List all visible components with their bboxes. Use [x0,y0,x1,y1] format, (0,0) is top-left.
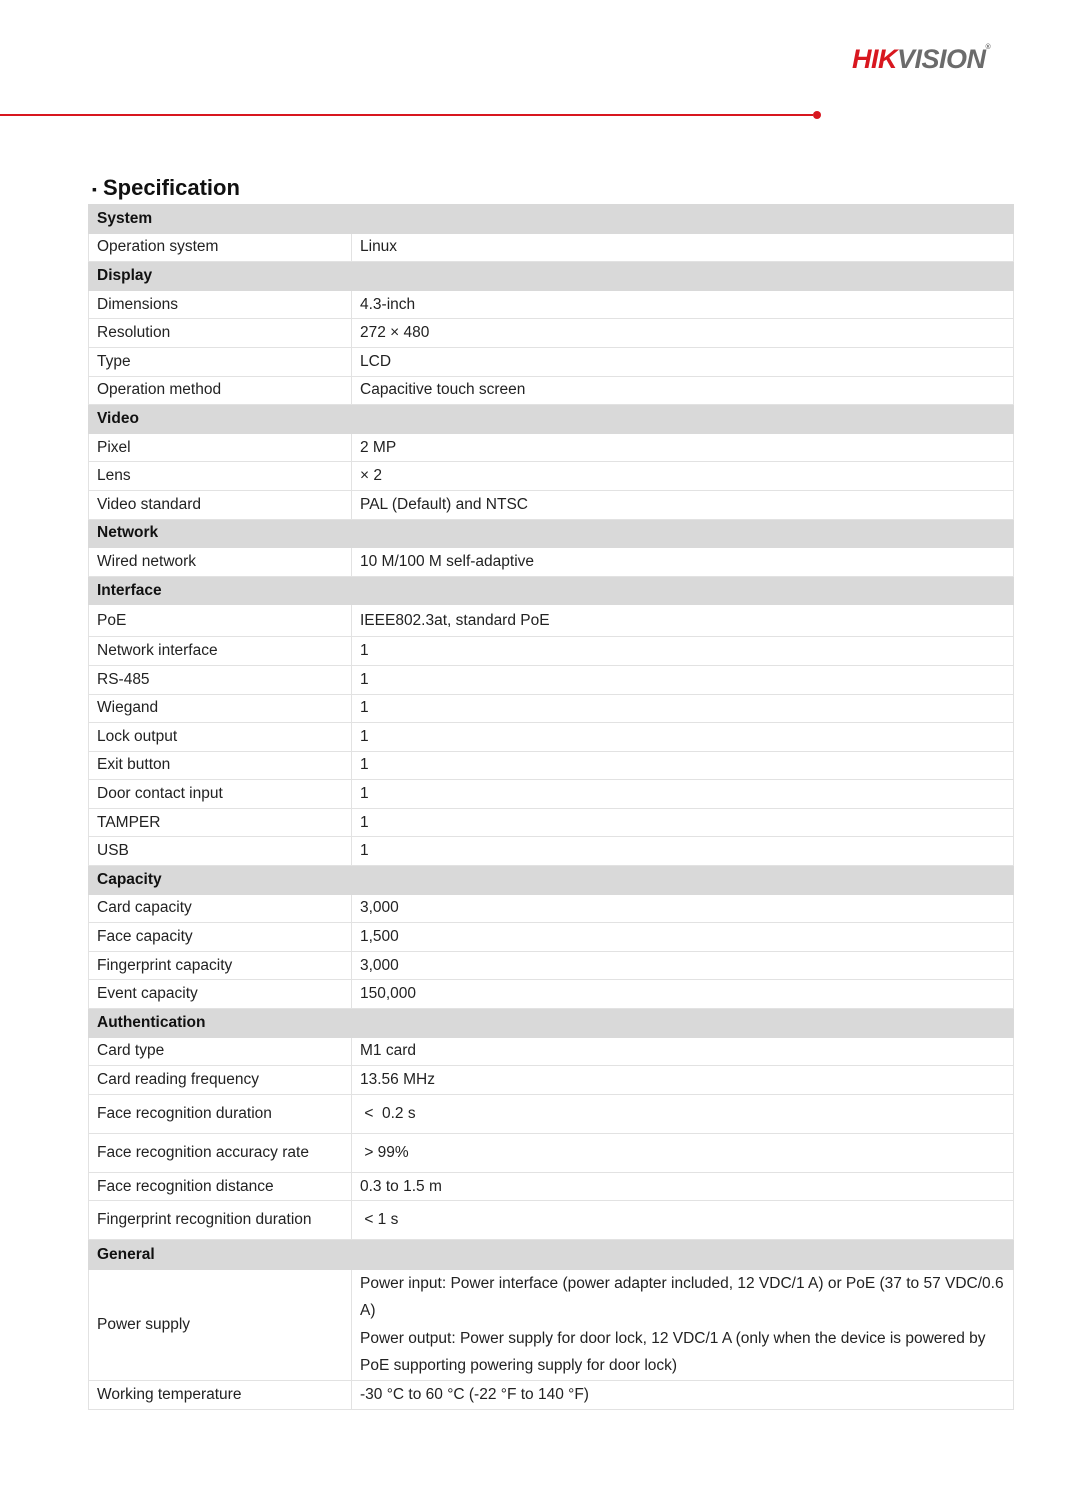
table-row [89,290,1014,319]
section-heading [92,175,240,201]
spec-value: 13.56 MHz [352,1066,1014,1095]
spec-value: Linux [352,233,1014,262]
heading-title: Specification [102,175,240,200]
spec-value: Capacitive touch screen [352,376,1014,405]
spec-key: Card capacity [89,894,352,923]
section-row-display [89,262,1014,291]
spec-key: Wired network [89,548,352,577]
spec-key: Card type [89,1037,352,1066]
table-row [89,1269,1014,1380]
table-row [89,751,1014,780]
spec-value: 0.3 to 1.5 m [352,1172,1014,1201]
spec-key: Operation system [89,233,352,262]
spec-value: 1,500 [352,923,1014,952]
spec-key: Face recognition duration [89,1094,352,1133]
spec-value: -30 °C to 60 °C (-22 °F to 140 °F) [352,1380,1014,1409]
logo-registered-mark: ® [985,44,991,51]
table-row [89,1133,1014,1172]
section-label: System [89,205,1014,234]
spec-key: Network interface [89,637,352,666]
spec-key: Power supply [89,1269,352,1380]
spec-key: Dimensions [89,290,352,319]
table-row [89,376,1014,405]
section-row-general [89,1240,1014,1270]
spec-key: RS-485 [89,665,352,694]
table-row [89,462,1014,491]
spec-value: 1 [352,808,1014,837]
logo-vision-text: VISION [897,44,986,74]
spec-value: M1 card [352,1037,1014,1066]
table-row [89,723,1014,752]
table-row [89,605,1014,637]
table-row [89,694,1014,723]
section-row-network [89,519,1014,548]
table-row [89,347,1014,376]
section-label: Authentication [89,1009,1014,1038]
spec-value: 3,000 [352,894,1014,923]
spec-key: Pixel [89,433,352,462]
spec-key: Working temperature [89,1380,352,1409]
spec-value: < 1 s [352,1201,1014,1240]
spec-key: TAMPER [89,808,352,837]
spec-key: Resolution [89,319,352,348]
spec-value: × 2 [352,462,1014,491]
spec-value: > 99% [352,1133,1014,1172]
spec-value: 1 [352,694,1014,723]
section-label: Video [89,405,1014,434]
spec-value: 1 [352,723,1014,752]
section-row-system [89,205,1014,234]
table-row [89,1172,1014,1201]
spec-key: Fingerprint recognition duration [89,1201,352,1240]
spec-key: USB [89,837,352,866]
spec-key: Wiegand [89,694,352,723]
section-label: Interface [89,576,1014,605]
spec-value: Power input: Power interface (power adapter included, 12 VDC/1 A) or PoE (37 to 57 VDC/0.6 A) Power output: Power supply for door lock, 12 VDC/1 A (only when the device is powered by PoE supporting powering supply for door lock) [352,1269,1014,1380]
section-label: Display [89,262,1014,291]
spec-key: Lock output [89,723,352,752]
table-row [89,894,1014,923]
table-row [89,951,1014,980]
spec-value: PAL (Default) and NTSC [352,490,1014,519]
spec-value: 3,000 [352,951,1014,980]
table-row [89,1380,1014,1409]
spec-value: < 0.2 s [352,1094,1014,1133]
spec-value: 2 MP [352,433,1014,462]
table-row [89,780,1014,809]
table-row [89,1201,1014,1240]
section-label: Network [89,519,1014,548]
table-row [89,319,1014,348]
hikvision-logo [852,44,990,75]
spec-key: PoE [89,605,352,637]
table-row [89,980,1014,1009]
spec-value: 1 [352,780,1014,809]
spec-key: Face recognition distance [89,1172,352,1201]
spec-key: Type [89,347,352,376]
spec-value: IEEE802.3at, standard PoE [352,605,1014,637]
table-row [89,433,1014,462]
spec-key: Door contact input [89,780,352,809]
table-row [89,490,1014,519]
spec-key: Lens [89,462,352,491]
spec-value: 4.3-inch [352,290,1014,319]
section-label: Capacity [89,866,1014,895]
table-row [89,1066,1014,1095]
header-red-rule [0,114,813,116]
table-row [89,548,1014,577]
spec-value: 10 M/100 M self-adaptive [352,548,1014,577]
spec-value: 1 [352,751,1014,780]
section-label: General [89,1240,1014,1270]
spec-key: Card reading frequency [89,1066,352,1095]
spec-key: Event capacity [89,980,352,1009]
spec-value: 272 × 480 [352,319,1014,348]
spec-key: Exit button [89,751,352,780]
table-row [89,665,1014,694]
header-rule-dot [813,111,821,119]
spec-key: Face capacity [89,923,352,952]
section-row-interface [89,576,1014,605]
section-row-capacity [89,866,1014,895]
table-row [89,808,1014,837]
spec-value: 1 [352,837,1014,866]
spec-key: Fingerprint capacity [89,951,352,980]
heading-bullet: ▪ [92,181,97,198]
spec-value: 1 [352,665,1014,694]
table-row [89,837,1014,866]
spec-value: LCD [352,347,1014,376]
logo-hik-text: HIK [852,44,897,74]
section-row-authentication [89,1009,1014,1038]
specification-table [88,204,1014,1410]
spec-key: Operation method [89,376,352,405]
section-row-video [89,405,1014,434]
spec-value: 150,000 [352,980,1014,1009]
spec-key: Video standard [89,490,352,519]
table-row [89,1094,1014,1133]
table-row [89,1037,1014,1066]
table-row [89,923,1014,952]
table-row [89,637,1014,666]
spec-value: 1 [352,637,1014,666]
table-row [89,233,1014,262]
spec-key: Face recognition accuracy rate [89,1133,352,1172]
